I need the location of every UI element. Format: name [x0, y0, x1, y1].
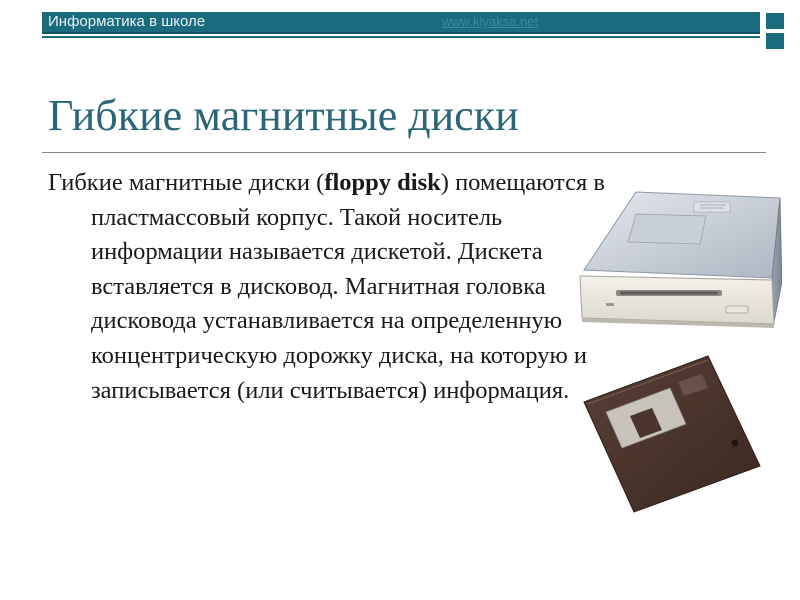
slide-title: Гибкие магнитные диски	[48, 91, 519, 140]
header-bar	[42, 12, 760, 34]
body-text-bold: floppy disk	[324, 169, 441, 196]
title-divider	[42, 152, 766, 153]
floppy-drive-icon	[576, 186, 782, 332]
body-text-before: Гибкие магнитные диски (	[48, 169, 325, 196]
body-paragraph	[48, 166, 611, 408]
header-corner-box-bottom	[766, 33, 784, 49]
header-corner-box-top	[766, 13, 784, 29]
header-underline	[42, 36, 760, 38]
body-text-after: ) помещаются в пластмассовый корпус. Такой носитель информации называется дискетой. Дискета вставляется в дисковод. Магнитная головка дисковода устанавливается на определенную концентрическую дорожку диска, на которую и записывается (или считывается) информация.	[91, 169, 605, 404]
site-link[interactable]: www.klyaksa.net	[442, 14, 539, 29]
floppy-disk-icon	[582, 354, 764, 516]
site-name: Информатика в школе	[48, 13, 206, 30]
